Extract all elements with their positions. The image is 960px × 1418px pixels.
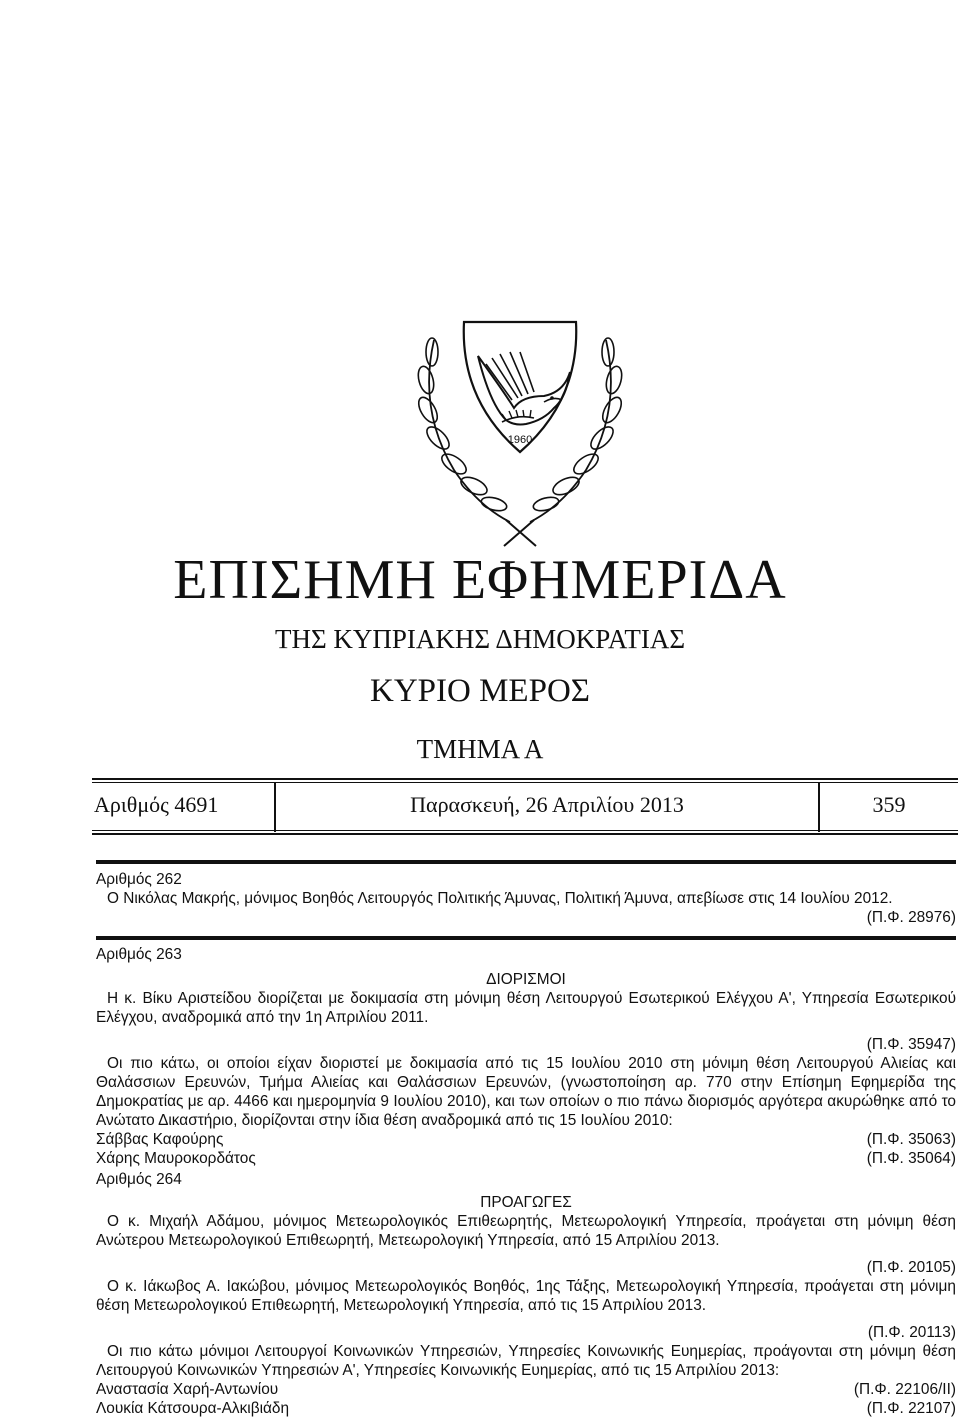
notice-262	[96, 870, 956, 927]
notice-number: Αριθμός 263	[96, 946, 182, 963]
person-row	[96, 1399, 956, 1418]
notice-reference: (Π.Φ. 20113)	[867, 1324, 956, 1341]
notice-reference: (Π.Φ. 20105)	[866, 1259, 956, 1276]
person-row	[96, 1130, 956, 1149]
emblem-year: 1960	[507, 434, 533, 446]
notice-text: Ο Νικόλας Μακρής, μόνιμος Βοηθός Λειτουργός Πολιτικής Άμυνας, Πολιτική Άμυνα, απεβίωσε στις 14 Ιουλίου 2012.	[107, 890, 893, 907]
notice-reference: (Π.Φ. 28976)	[866, 909, 956, 926]
gazette-body	[96, 860, 956, 1418]
gazette-subtitle: ΤΗΣ ΚΥΠΡΙΑΚΗΣ ΔΗΜΟΚΡΑΤΙΑΣ	[274, 624, 686, 654]
person-row	[96, 1149, 956, 1168]
person-reference: (Π.Φ. 35064)	[866, 1150, 956, 1167]
issue-bar	[92, 778, 958, 836]
notice-number: Αριθμός 264	[96, 1171, 182, 1188]
notice-264	[96, 1170, 956, 1418]
notice-number: Αριθμός 262	[96, 871, 182, 888]
issue-date: Παρασκευή, 26 Απριλίου 2013	[410, 792, 684, 817]
section-rule	[96, 860, 956, 864]
notice-paragraph: Η κ. Βίκυ Αριστείδου διορίζεται με δοκιμασία στη μόνιμη θέση Λειτουργού Εσωτερικού Ελέγχου Α', Υπηρεσία Εσωτερικού Ελέγχου, αναδρομικά από την 1η Απριλίου 2011.	[96, 990, 956, 1026]
person-reference: (Π.Φ. 22106/ΙΙ)	[853, 1381, 956, 1398]
notice-reference: (Π.Φ. 35947)	[866, 1036, 956, 1053]
gazette-title: ΕΠΙΣΗΜΗ ΕΦΗΜΕΡΙΔΑ	[173, 549, 787, 611]
person-reference: (Π.Φ. 35063)	[866, 1131, 956, 1148]
issue-rule-top-thin	[92, 782, 958, 783]
gazette-part: ΚΥΡΙΟ ΜΕΡΟΣ	[370, 673, 590, 709]
notice-paragraph: Οι πιο κάτω, οι οποίοι είχαν διοριστεί με δοκιμασία από τις 15 Ιουλίου 2010 στη μόνιμη θέση Λειτουργού Αλιείας και Θαλάσσιων Ερευνών, Τμήμα Αλιείας και Θαλάσσιων Ερευνών, (γνωστοποίηση αρ. 770 στην Επίσημη Εφημερίδα της Δημοκρατίας με αρ. 4466 και ημερομηνία 9 Ιουλίου 2010), και των οποίων ο πιο πάνω διορισμός αργότερα ακυρώθηκε από το Ανώτατο Δικαστήριο, διορίζονται στην ίδια θέση αναδρομικά από τις 15 Ιουλίου 2010:	[96, 1055, 956, 1129]
notice-263	[96, 945, 956, 1168]
section-rule	[96, 936, 956, 940]
notice-paragraph: Ο κ. Μιχαήλ Αδάμου, μόνιμος Μετεωρολογικός Επιθεωρητής, Μετεωρολογική Υπηρεσία, προάγεται στη μόνιμη θέση Ανώτερου Μετεωρολογικού Επιθεωρητή, Μετεωρολογική Υπηρεσία, από 15 Απριλίου 2013.	[96, 1213, 956, 1249]
person-reference: (Π.Φ. 22107)	[866, 1400, 956, 1417]
person-name: Αναστασία Χαρή-Αντωνίου	[96, 1381, 279, 1398]
person-name: Λουκία Κάτσουρα-Αλκιβιάδη	[96, 1400, 290, 1417]
gazette-section: ΤΜΗΜΑ Α	[416, 734, 544, 764]
issue-page-number: 359	[872, 792, 906, 817]
issue-rule-top	[92, 778, 958, 780]
notice-paragraph: Ο κ. Ιάκωβος Α. Ιακώβου, μόνιμος Μετεωρολογικός Βοηθός, 1ης Τάξης, Μετεωρολογική Υπηρεσία, προάγεται στη μόνιμη θέση Μετεωρολογικού Επιθεωρητή, Μετεωρολογική Υπηρεσία, από τις 15 Απριλίου 2013.	[96, 1278, 956, 1314]
notice-heading: ΔΙΟΡΙΣΜΟΙ	[486, 971, 566, 988]
coat-of-arms-icon	[394, 300, 646, 550]
issue-rule-bottom-thin	[92, 830, 958, 831]
person-name: Χάρης Μαυροκορδάτος	[96, 1150, 256, 1167]
person-name: Σάββας Καφούρης	[96, 1131, 224, 1148]
notice-paragraph: Οι πιο κάτω μόνιμοι Λειτουργοί Κοινωνικών Υπηρεσιών, Υπηρεσίες Κοινωνικής Ευημερίας, προάγονται στη μόνιμη θέση Λειτουργού Κοινωνικών Υπηρεσιών Α', Υπηρεσίες Κοινωνικής Ευημερίας, από τις 15 Απριλίου 2013:	[96, 1343, 956, 1379]
notice-heading: ΠΡΟΑΓΩΓΕΣ	[480, 1194, 572, 1211]
issue-rule-bottom	[92, 833, 958, 835]
issue-number: Αριθμός 4691	[94, 792, 219, 817]
